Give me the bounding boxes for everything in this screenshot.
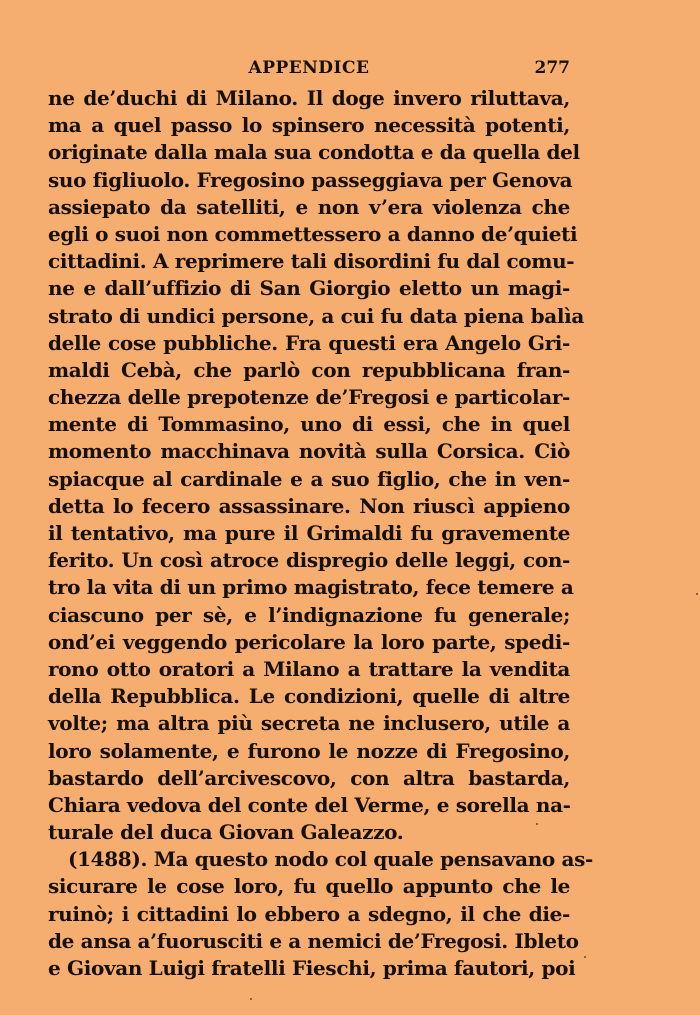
text-line: ne e dall’uffizio di San Giorgio eletto un magi- bbox=[48, 276, 570, 301]
text-line: cittadini. A reprimere tali disordini fu dal comu- bbox=[48, 249, 575, 274]
text-line: strato di undici persone, a cui fu data piena balìa bbox=[48, 303, 584, 328]
text-line: mente di Tommasino, uno di essi, che in quel bbox=[48, 412, 570, 437]
text-line: sicurare le cose loro, fu quello appunto che le bbox=[48, 874, 570, 899]
text-line: de ansa a’fuorusciti e a nemici de’Fregosi. Ibleto bbox=[48, 928, 579, 953]
text-line: originate dalla mala sua condotta e da quella del bbox=[48, 140, 580, 165]
text-line: turale del duca Giovan Galeazzo. bbox=[48, 820, 404, 845]
text-line: maldi Cebà, che parlò con repubblicana fran- bbox=[48, 357, 570, 382]
text-line: e Giovan Luigi fratelli Fieschi, prima fautori, poi bbox=[48, 956, 576, 980]
page-number: 277 bbox=[534, 58, 570, 78]
text-line: ferito. Un così atroce dispregio delle leggi, con- bbox=[48, 548, 570, 573]
text-line: ruinò; i cittadini lo ebbero a sdegno, il che die- bbox=[48, 901, 570, 926]
text-line: egli o suoi non commettessero a danno de’quieti bbox=[48, 221, 578, 246]
text-line: ond’ei veggendo pericolare la loro parte, spedi- bbox=[48, 629, 570, 654]
text-line: delle cose pubbliche. Fra questi era Angelo Gri- bbox=[48, 330, 570, 355]
running-head: APPENDICE bbox=[248, 58, 370, 78]
paper-speck bbox=[536, 823, 538, 825]
text-line: ciascuno per sè, e l’indignazione fu generale; bbox=[48, 602, 570, 627]
text-line: rono otto oratori a Milano a trattare la vendita bbox=[48, 656, 570, 681]
text-line: spiacque al cardinale e a suo figlio, che in ven- bbox=[48, 466, 570, 491]
text-line: detta lo fecero assassinare. Non riuscì appieno bbox=[48, 493, 570, 518]
text-line: ma a quel passo lo spinsero necessità potenti, bbox=[48, 113, 570, 138]
text-line: il tentativo, ma pure il Grimaldi fu gravemente bbox=[48, 521, 570, 545]
text-line: (1488). Ma questo nodo col quale pensavano as- bbox=[68, 847, 593, 872]
text-line: bastardo dell’arcivescovo, con altra bastarda, bbox=[48, 765, 570, 790]
page-header bbox=[48, 58, 570, 80]
text-line: della Repubblica. Le condizioni, quelle di altre bbox=[48, 684, 570, 709]
text-line: ne de’duchi di Milano. Il doge invero riluttava, bbox=[48, 86, 570, 110]
paper-speck bbox=[250, 998, 252, 1000]
text-line: tro la vita di un primo magistrato, fece temere a bbox=[48, 575, 574, 600]
paper-speck bbox=[696, 593, 698, 595]
text-line: momento macchinava novità sulla Corsica. Ciò bbox=[48, 439, 570, 464]
text-line: assiepato da satelliti, e non v’era violenza che bbox=[48, 194, 570, 219]
text-line: suo figliuolo. Fregosino passeggiava per Genova bbox=[48, 167, 573, 192]
text-line: loro solamente, e furono le nozze di Fregosino, bbox=[48, 738, 570, 763]
text-line: Chiara vedova del conte del Verme, e sorella na- bbox=[48, 792, 571, 817]
text-line: volte; ma altra più secreta ne inclusero, utile a bbox=[48, 711, 570, 736]
paper-speck bbox=[584, 956, 586, 958]
text-line: chezza delle prepotenze de’Fregosi e particolar- bbox=[48, 385, 570, 410]
body-text bbox=[48, 85, 593, 982]
